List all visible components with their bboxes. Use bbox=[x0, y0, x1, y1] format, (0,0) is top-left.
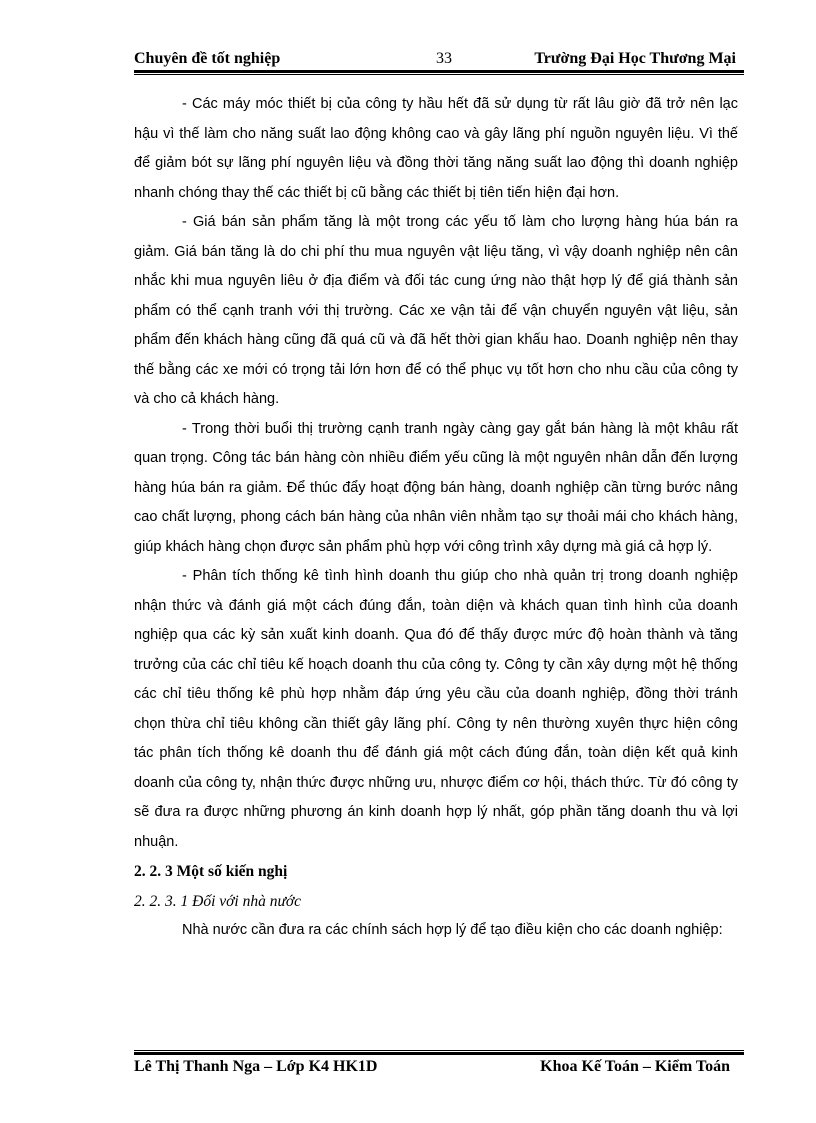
header-university-name: Trường Đại Học Thương Mại bbox=[534, 50, 736, 67]
page-number: 33 bbox=[436, 50, 452, 67]
page-header bbox=[134, 46, 744, 70]
paragraph-pricing: - Giá bán sản phẩm tăng là một trong các yếu tố làm cho lượng hàng húa bán ra giảm. Giá bán tăng là do chi phí thu mua nguyên vật liệu tăng, vì vậy doanh nghiệp nên cân nhắc khi mua nguyên liêu ở địa điểm và đối tác cung ứng nào thật hợp lý để giá thành sản phẩm có thể cạnh tranh với thị trường. Các xe vận tải để vận chuyển nguyên vật liệu, sản phẩm đến khách hàng cũng đã quá cũ và đã hết thời gian khấu hao. Doanh nghiệp nên thay thế bằng các xe mới có trọng tải lớn hơn để có thể phục vụ tốt hơn cho nhu cầu của công ty và cho cả khách hàng. bbox=[134, 214, 738, 407]
paragraph-sales: - Trong thời buổi thị trường cạnh tranh ngày càng gay gắt bán hàng là một khâu rất quan trọng. Công tác bán hàng còn nhiều điểm yếu cũng là một nguyên nhân dẫn đến lượng hàng húa bán ra giảm. Để thúc đẩy hoạt động bán hàng, doanh nghiệp cần từng bước nâng cao chất lượng, phong cách bán hàng của nhân viên nhằm tạo sự thoải mái cho khách hàng, giúp khách hàng chọn được sản phẩm phù hợp với công trình xây dựng mà giá cả hợp lý. bbox=[134, 420, 738, 555]
subsection-heading: 2. 2. 3. 1 Đối với nhà nước bbox=[134, 892, 302, 910]
page-footer bbox=[134, 1056, 744, 1078]
footer-author: Lê Thị Thanh Nga – Lớp K4 HK1D bbox=[134, 1058, 378, 1075]
paragraph-state-policy: Nhà nước cần đưa ra các chính sách hợp lý để tạo điều kiện cho các doanh nghiệp: bbox=[182, 922, 723, 938]
page-body bbox=[134, 90, 738, 946]
footer-rule bbox=[134, 1050, 744, 1055]
section-heading: 2. 2. 3 Một số kiến nghị bbox=[134, 863, 288, 880]
paragraph-revenue-analysis: - Phân tích thống kê tình hình doanh thu giúp cho nhà quản trị trong doanh nghiệp nhận thức và đánh giá một cách đúng đắn, toàn diện và khách quan tình hình của doanh nghiệp qua các kỳ sản xuất kinh doanh. Qua đó để thấy được mức độ hoàn thành và tăng trưởng của các chỉ tiêu kế hoạch doanh thu của công ty. Công ty cần xây dựng một hệ thống các chỉ tiêu thống kê phù hợp nhằm đáp ứng yêu cầu của doanh nghiệp, đồng thời tránh chọn thừa chỉ tiêu không cần thiết gây lãng phí. Công ty nên thường xuyên thực hiện công tác phân tích thống kê doanh thu để đánh giá một cách đúng đắn, toàn diện kết quả kinh doanh của công ty, nhận thức được những ưu, nhược điểm cơ hội, thách thức. Từ đó công ty sẽ đưa ra được những phương án kinh doanh hợp lý nhất, góp phần tăng doanh thu và lợi nhuận. bbox=[134, 568, 738, 850]
footer-department: Khoa Kế Toán – Kiểm Toán bbox=[540, 1058, 730, 1075]
header-rule bbox=[134, 70, 744, 75]
header-document-title: Chuyên đề tốt nghiệp bbox=[134, 50, 281, 67]
paragraph-equipment: - Các máy móc thiết bị của công ty hầu hết đã sử dụng từ rất lâu giờ đã trở nên lạc hậu vì thế làm cho năng suất lao động không cao và gây lãng phí nguồn nguyên liệu. Vì thế để giảm bót sự lãng phí nguyên liệu và đồng thời tăng năng suất lao động thì doanh nghiệp nhanh chóng thay thế các thiết bị cũ bằng các thiết bị tiên tiến hiện đại hơn. bbox=[134, 96, 738, 201]
